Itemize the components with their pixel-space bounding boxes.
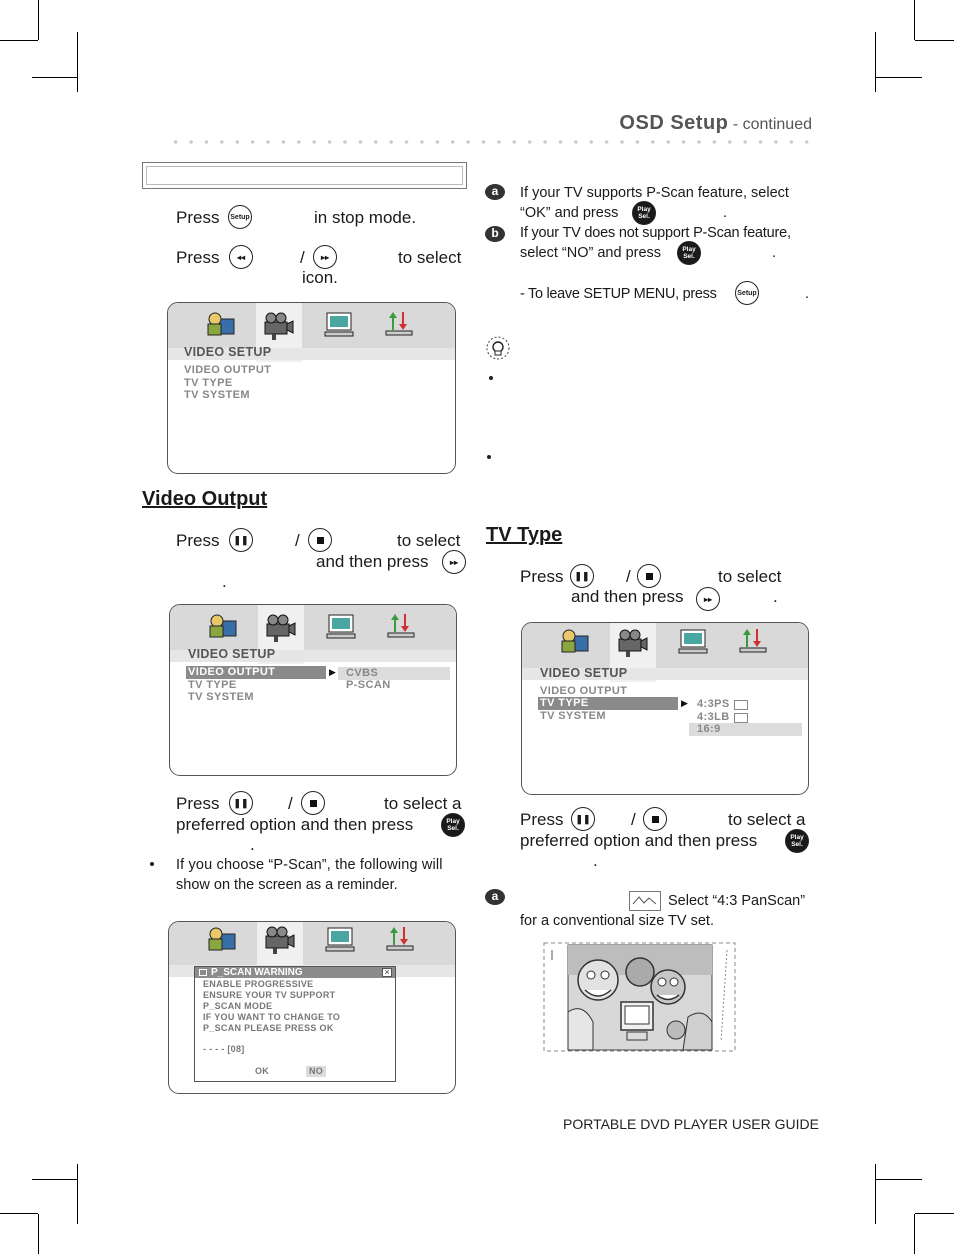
crop-mark (0, 1213, 38, 1214)
step-a-marker: a (485, 184, 505, 200)
monitor-icon (678, 627, 708, 655)
warning-line: IF YOU WANT TO CHANGE TO (203, 1012, 341, 1022)
warning-line: P_SCAN MODE (203, 1001, 273, 1011)
osd-arrow-icon: ▶ (681, 698, 688, 708)
osd-item-video-output: VIDEO OUTPUT (186, 666, 326, 679)
letterbox-icon (734, 713, 748, 723)
warning-line: P_SCAN PLEASE PRESS OK (203, 1023, 334, 1033)
page-title: OSD Setup (619, 112, 729, 134)
play-select-button-icon (441, 813, 465, 837)
setup-label: Setup (230, 213, 250, 221)
crop-mark (875, 32, 876, 92)
tt-select2: to select a (728, 810, 806, 829)
fast-forward-button-icon: ▸▸ (442, 550, 466, 574)
general-setup-icon (560, 627, 590, 655)
page-subtitle: - continued (732, 116, 812, 133)
tt-select: to select (718, 567, 782, 586)
crop-mark (876, 1179, 922, 1180)
play-label: Play (682, 246, 696, 253)
tt-period: . (773, 587, 778, 606)
right-a-line2: “OK” and press (520, 205, 619, 221)
tt-a-text2: for a conventional size TV set. (520, 913, 714, 929)
step1-press: Press (176, 208, 220, 227)
tt-a-text: Select “4:3 PanScan” (668, 893, 806, 909)
vo-press: Press (176, 531, 220, 550)
osd-option-43ps: 4:3PS (697, 698, 730, 710)
sel-label: Sel. (638, 213, 650, 220)
bullet-dot (150, 862, 154, 866)
step2-icon-text: icon. (302, 268, 338, 287)
osd-item-tv-system: TV SYSTEM (184, 389, 250, 401)
crop-mark (914, 0, 915, 40)
osd-option-43lb: 4:3LB (697, 711, 730, 723)
crop-mark (77, 1164, 78, 1224)
osd-option-pscan: P-SCAN (346, 679, 391, 691)
play-select-button-icon (785, 829, 809, 853)
dotted-divider (168, 140, 813, 144)
pan-scan-illustration (543, 942, 736, 1052)
section-header-box (142, 162, 467, 189)
general-setup-icon (207, 925, 237, 953)
play-select-button-icon (677, 241, 701, 265)
warning-ok-button[interactable]: OK (255, 1066, 270, 1076)
warning-line: ENSURE YOUR TV SUPPORT (203, 990, 336, 1000)
monitor-icon (325, 925, 355, 953)
play-label: Play (637, 206, 651, 213)
warning-no-button[interactable]: NO (306, 1066, 326, 1077)
vo-select: to select (397, 531, 461, 550)
video-camera-icon (264, 613, 294, 641)
rewind-button-icon: ◂◂ (229, 245, 253, 269)
pause-button-icon: ❚❚ (571, 807, 595, 831)
general-setup-icon (206, 310, 236, 338)
warning-title: P_SCAN WARNING (195, 967, 395, 978)
tt-preferred: preferred option and then press (520, 831, 758, 850)
osd-title: VIDEO SETUP (540, 666, 628, 680)
pause-button-icon: ❚❚ (570, 564, 594, 588)
vo-slash2: / (288, 794, 293, 813)
osd-arrow-icon: ▶ (329, 667, 336, 677)
step-b-marker: b (485, 226, 505, 242)
audio-arrows-icon (385, 923, 415, 951)
stop-button-icon (643, 807, 667, 831)
general-setup-icon (208, 612, 238, 640)
tt-press: Press (520, 567, 564, 586)
osd-item-tv-system: TV SYSTEM (188, 691, 254, 703)
page-header (619, 112, 812, 135)
osd-panel-video-setup (167, 302, 456, 474)
play-label: Play (790, 834, 804, 841)
osd-option-cvbs: CVBS (338, 667, 450, 680)
osd-option-169: 16:9 (689, 723, 802, 736)
setup-button-icon (228, 205, 252, 229)
tt-period2: . (593, 851, 598, 870)
vo-period: . (222, 572, 227, 591)
setup-button-icon (735, 281, 759, 305)
vo-preferred: preferred option and then press (176, 815, 414, 834)
stop-button-icon (308, 528, 332, 552)
osd-item-tv-type: TV TYPE (184, 377, 233, 389)
right-b-line1: If your TV does not support P-Scan feature, (520, 225, 791, 241)
close-icon[interactable]: × (382, 968, 392, 977)
right-b-line2: select “NO” and press (520, 245, 662, 261)
bullet-dot (487, 455, 491, 459)
crop-mark (38, 1214, 39, 1254)
osd-title: VIDEO SETUP (188, 647, 276, 661)
right-b-period: . (772, 245, 777, 261)
play-select-button-icon (632, 201, 656, 225)
osd-item-video-output: VIDEO OUTPUT (540, 685, 628, 697)
audio-arrows-icon (738, 625, 768, 653)
crop-mark (914, 1214, 915, 1254)
crop-mark (38, 0, 39, 40)
tv-type-heading: TV Type (486, 524, 563, 546)
tt-then-press: and then press (571, 587, 684, 606)
footer-guide-title: PORTABLE DVD PLAYER USER GUIDE (563, 1116, 819, 1132)
warning-countdown: - - - - [08] (203, 1044, 245, 1054)
crop-mark (0, 40, 38, 41)
leave-setup-text: - To leave SETUP MENU, press (520, 286, 717, 302)
monitor-icon (324, 310, 354, 338)
osd-title: VIDEO SETUP (184, 345, 272, 359)
osd-item-tv-type: TV TYPE (188, 679, 237, 691)
osd-panel-tv-type (521, 622, 809, 795)
vo-press2: Press (176, 794, 220, 813)
monitor-icon (326, 612, 356, 640)
crop-mark (32, 77, 77, 78)
osd-item-tv-type: TV TYPE (538, 697, 678, 710)
leave-period: . (805, 286, 810, 302)
osd-panel-pscan-warning (168, 921, 456, 1094)
step2-slash: / (300, 248, 305, 267)
osd-item-tv-system: TV SYSTEM (540, 710, 606, 722)
bullet-dot (489, 376, 493, 380)
warning-line: ENABLE PROGRESSIVE (203, 979, 314, 989)
menu-icon (199, 969, 207, 976)
crop-mark (915, 1213, 954, 1214)
vo-bullet-line1: If you choose “P-Scan”, the following will (176, 857, 443, 873)
right-a-period: . (723, 205, 728, 221)
audio-arrows-icon (384, 308, 414, 336)
pscan-warning-dialog (194, 966, 396, 1082)
vo-bullet-line2: show on the screen as a reminder. (176, 877, 398, 893)
stop-button-icon (301, 791, 325, 815)
osd-panel-video-output (169, 604, 457, 776)
pause-button-icon: ❚❚ (229, 528, 253, 552)
vo-slash: / (295, 531, 300, 550)
step2-press: Press (176, 248, 220, 267)
fast-forward-button-icon: ▸▸ (313, 245, 337, 269)
tt-slash: / (626, 567, 631, 586)
vo-select2: to select a (384, 794, 462, 813)
crop-mark (875, 1164, 876, 1224)
step2-select: to select (398, 248, 462, 267)
pan-scan-icon (629, 891, 661, 911)
crop-mark (915, 40, 954, 41)
crop-mark (77, 32, 78, 92)
play-label: Play (446, 818, 460, 825)
lightbulb-icon (485, 336, 511, 362)
step-a-marker: a (485, 889, 505, 905)
crop-mark (876, 77, 922, 78)
sel-label: Sel. (791, 841, 803, 848)
video-output-heading: Video Output (142, 488, 268, 510)
sel-label: Sel. (683, 253, 695, 260)
video-camera-icon (262, 311, 292, 339)
audio-arrows-icon (386, 610, 416, 638)
fast-forward-button-icon: ▸▸ (696, 587, 720, 611)
stop-button-icon (637, 564, 661, 588)
setup-label: Setup (737, 289, 757, 297)
video-camera-icon (616, 628, 646, 656)
tt-slash2: / (631, 810, 636, 829)
vo-then-press: and then press (316, 552, 429, 571)
sel-label: Sel. (447, 825, 459, 832)
right-a-line1: If your TV supports P-Scan feature, select (520, 185, 789, 201)
osd-item-video-output: VIDEO OUTPUT (184, 364, 272, 376)
video-camera-icon (263, 925, 293, 953)
tt-press2: Press (520, 810, 564, 829)
pan-scan-icon (734, 700, 748, 710)
crop-mark (32, 1179, 77, 1180)
step1-text: in stop mode. (314, 208, 417, 227)
pause-button-icon: ❚❚ (229, 791, 253, 815)
vo-period2: . (250, 835, 255, 854)
